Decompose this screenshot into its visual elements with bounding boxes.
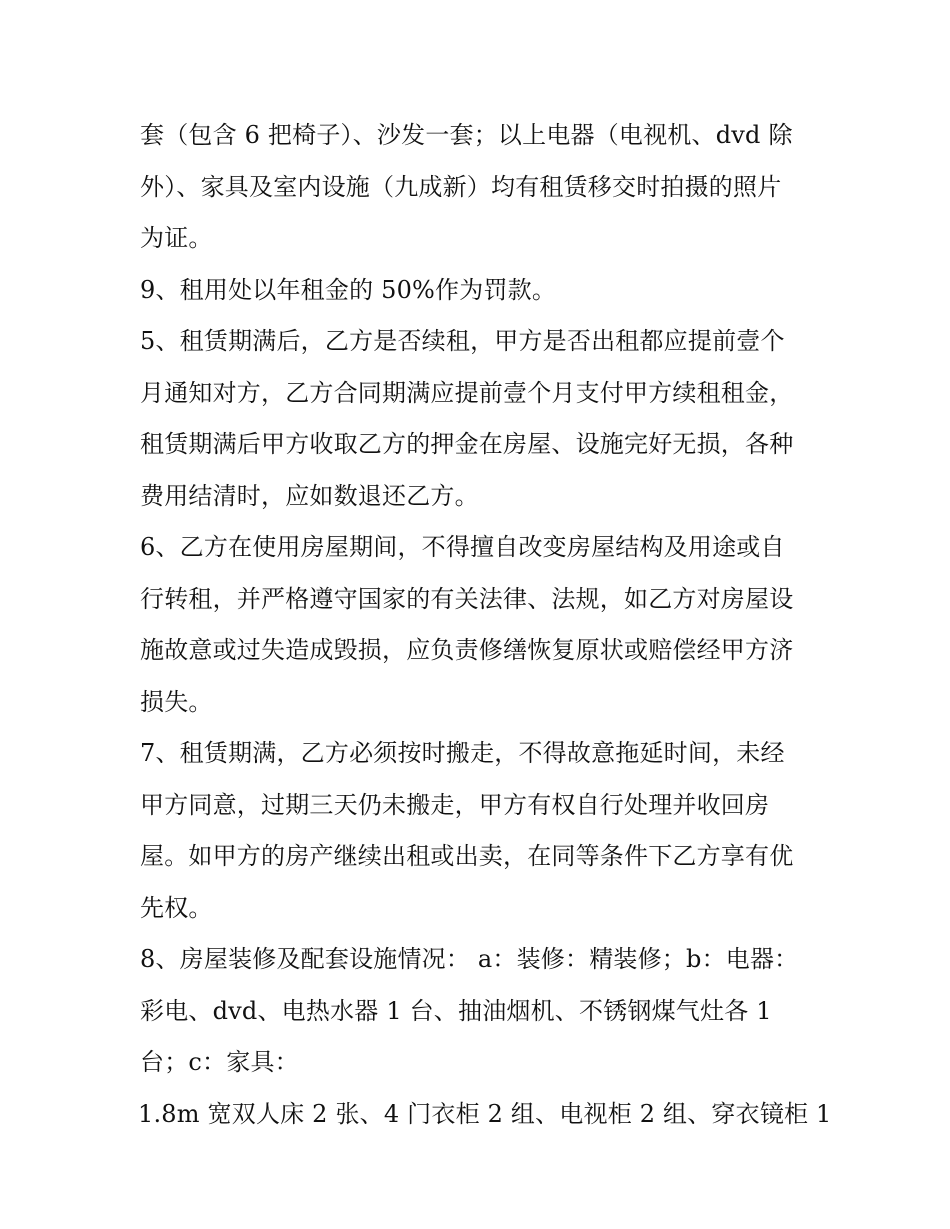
text-line: 9、租用处以年租金的 50%作为罚款。 [140,275,557,304]
text-line: 月通知对方，乙方合同期满应提前壹个月支付甲方续租租金， [140,378,794,407]
text-line: 行转租，并严格遵守国家的有关法律、法规，如乙方对房屋设 [140,584,794,613]
text-line: 先权。 [140,893,213,922]
text-line: 外）、家具及室内设施（九成新）均有租赁移交时拍摄的照片 [140,172,782,201]
text-line: 施故意或过失造成毁损，应负责修缮恢复原状或赔偿经甲方济 [140,636,794,664]
text-line: 甲方同意，过期三天仍未搬走，甲方有权自行处理并收回房 [140,790,770,819]
text-line: 1.8m 宽双人床 2 张、4 门衣柜 2 组、电视柜 2 组、穿衣镜柜 1 [138,1099,832,1128]
text-line: 损失。 [140,687,213,716]
text-line: 租赁期满后甲方收取乙方的押金在房屋、设施完好无损，各种 [140,430,794,458]
text-line: 8、房屋装修及配套设施情况： a：装修：精装修；b：电器： [140,945,799,973]
text-line: 屋。如甲方的房产继续出租或出卖，在同等条件下乙方享有优 [140,842,794,870]
text-line: 彩电、dvd、电热水器 1 台、抽油烟机、不锈钢煤气灶各 1 [140,996,772,1025]
text-line: 6、乙方在使用房屋期间，不得擅自改变房屋结构及用途或自 [140,533,785,561]
text-line: 为证。 [140,224,213,252]
text-line: 台；c：家具： [140,1048,299,1076]
document-body [138,110,832,1140]
text-line: 费用结清时，应如数退还乙方。 [140,481,479,510]
text-line: 7、租赁期满，乙方必须按时搬走，不得故意拖延时间，未经 [140,739,785,767]
text-line: 5、租赁期满后，乙方是否续租，甲方是否出租都应提前壹个 [140,327,785,355]
text-line: 套（包含 6 把椅子）、沙发一套；以上电器（电视机、dvd 除 [140,121,793,149]
